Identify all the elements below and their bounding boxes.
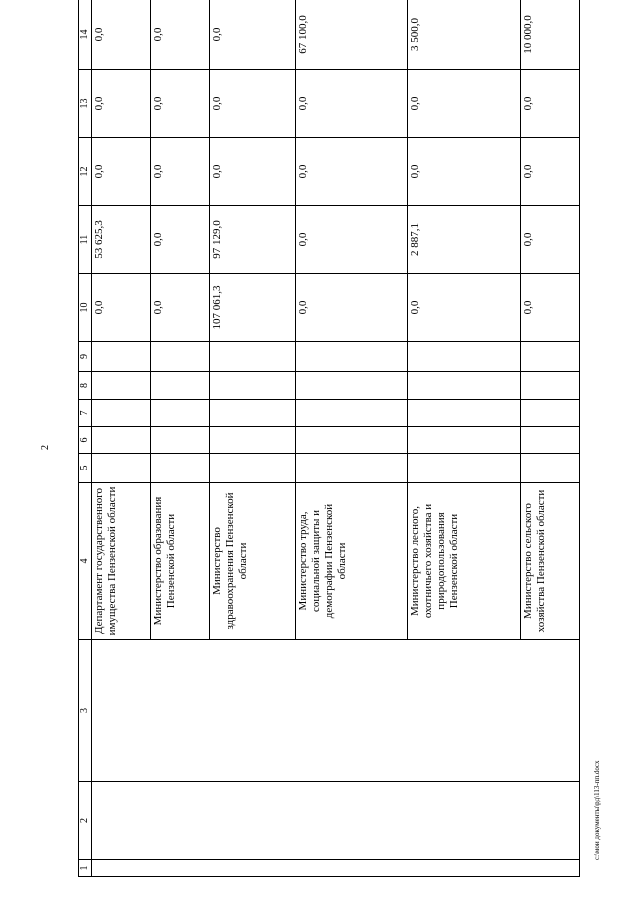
value-cell: 2 887,1 xyxy=(408,206,520,274)
table-cell xyxy=(92,860,580,877)
column-header: 5 xyxy=(79,454,92,483)
value-cell: 0,0 xyxy=(296,206,408,274)
value-cell: 0,0 xyxy=(296,138,408,206)
table-cell xyxy=(520,400,579,427)
value-cell: 0,0 xyxy=(296,70,408,138)
column-header: 8 xyxy=(79,372,92,400)
table-cell xyxy=(520,372,579,400)
value-cell: 107 061,3 xyxy=(210,274,296,342)
value-cell: 53 625,3 xyxy=(92,206,151,274)
value-cell: 0,0 xyxy=(92,274,151,342)
table-cell xyxy=(210,454,296,483)
value-cell: 0,0 xyxy=(210,0,296,70)
column-header: 6 xyxy=(79,427,92,454)
table-cell xyxy=(151,427,210,454)
table-cell xyxy=(92,372,151,400)
value-cell: 0,0 xyxy=(151,206,210,274)
table-cell xyxy=(92,427,151,454)
table-cell xyxy=(296,372,408,400)
table-cell xyxy=(296,454,408,483)
value-cell: 0,0 xyxy=(408,70,520,138)
table-cell xyxy=(92,400,151,427)
footer-file-path: c:\мои документы\рд\113-пп.docx xyxy=(593,760,601,860)
table-cell xyxy=(151,400,210,427)
column-header: 1 xyxy=(79,860,92,877)
ministry-name: Министерство труда, социальной защиты и демографии Пензенской области xyxy=(296,483,408,640)
column-number-row xyxy=(79,0,92,877)
table-cell xyxy=(296,342,408,372)
value-cell: 0,0 xyxy=(92,70,151,138)
value-cell: 0,0 xyxy=(210,138,296,206)
value-cell: 0,0 xyxy=(296,274,408,342)
ministry-name: Министерство здравоохранения Пензенской области xyxy=(210,483,296,640)
table-cell xyxy=(151,372,210,400)
table-cell xyxy=(210,427,296,454)
table-cell xyxy=(92,640,580,782)
ministry-name: Министерство образования Пензенской области xyxy=(151,483,210,640)
column-header: 2 xyxy=(79,782,92,860)
column-header: 9 xyxy=(79,342,92,372)
value-cell: 0,0 xyxy=(408,274,520,342)
value-cell: 97 129,0 xyxy=(210,206,296,274)
column-header: 11 xyxy=(79,206,92,274)
table-cell xyxy=(408,427,520,454)
value-cell: 10 000,0 xyxy=(520,0,579,70)
ministry-name: Министерство лесного, охотничьего хозяйства и природопользования Пензенской области xyxy=(408,483,520,640)
column-header: 7 xyxy=(79,400,92,427)
table-cell xyxy=(520,427,579,454)
ministry-name: Министерство сельского хозяйства Пензенской области xyxy=(520,483,579,640)
value-cell: 0,0 xyxy=(92,0,151,70)
value-cell: 0,0 xyxy=(151,70,210,138)
table-cell xyxy=(408,342,520,372)
table-cell xyxy=(92,782,580,860)
table-cell xyxy=(408,400,520,427)
value-cell: 67 100,0 xyxy=(296,0,408,70)
value-cell: 0,0 xyxy=(210,70,296,138)
ministry-name: Департамент государственного имущества Пензенской области xyxy=(92,483,151,640)
table-cell xyxy=(296,400,408,427)
column-header: 12 xyxy=(79,138,92,206)
table-cell xyxy=(92,454,151,483)
value-cell: 0,0 xyxy=(520,206,579,274)
page-number: 2 xyxy=(40,445,51,450)
value-cell: 0,0 xyxy=(151,274,210,342)
column-header: 10 xyxy=(79,274,92,342)
value-cell: 0,0 xyxy=(520,70,579,138)
column-header: 13 xyxy=(79,70,92,138)
column-header: 4 xyxy=(79,483,92,640)
table-row xyxy=(92,0,151,877)
budget-table xyxy=(78,0,580,877)
table-cell xyxy=(296,427,408,454)
table-cell xyxy=(210,400,296,427)
column-header: 14 xyxy=(79,0,92,70)
value-cell: 3 500,0 xyxy=(408,0,520,70)
table-cell xyxy=(92,342,151,372)
table-cell xyxy=(408,454,520,483)
value-cell: 0,0 xyxy=(151,0,210,70)
table-cell xyxy=(151,342,210,372)
table-cell xyxy=(520,342,579,372)
value-cell: 0,0 xyxy=(92,138,151,206)
value-cell: 0,0 xyxy=(520,138,579,206)
table-cell xyxy=(210,342,296,372)
table-cell xyxy=(520,454,579,483)
column-header: 3 xyxy=(79,640,92,782)
table-cell xyxy=(210,372,296,400)
budget-table-wrapper xyxy=(78,15,580,877)
value-cell: 0,0 xyxy=(520,274,579,342)
table-cell xyxy=(151,454,210,483)
value-cell: 0,0 xyxy=(408,138,520,206)
table-cell xyxy=(408,372,520,400)
value-cell: 0,0 xyxy=(151,138,210,206)
